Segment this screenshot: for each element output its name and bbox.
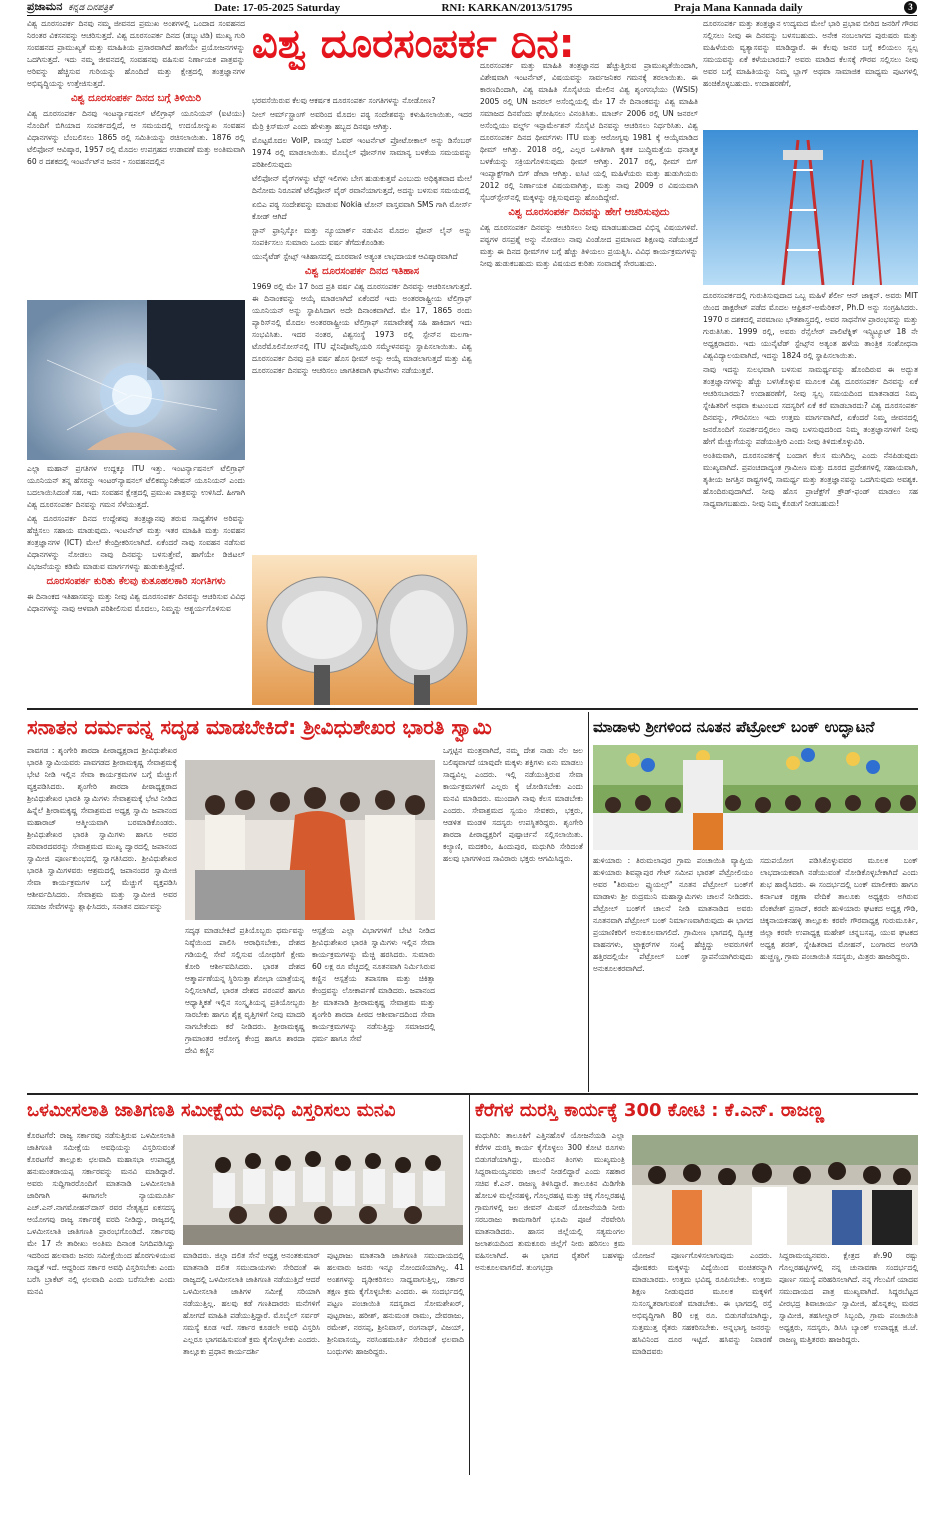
article1-mid-column-a	[252, 95, 472, 550]
paper-title-english: Praja Mana Kannada daily	[673, 1, 803, 14]
article2-column-4	[443, 745, 583, 1090]
article1-themes-para: ದೂರಸಂಪರ್ಕ ಮತ್ತು ಮಾಹಿತಿ ತಂತ್ರಜ್ಞಾನದ ಹೆಚ್ಚುತ್ತಿರುವ ಪ್ರಾಮುಖ್ಯತೆಯಿಂದಾಗಿ, ವಿಶೇಷವಾಗಿ ಇಂಟರ್ನೆಟ್, ವಿಷಯವನ್ನು ಸಾರ್ವಜನಿಕರ ಗಮನಕ್ಕೆ ತರಲಾಯಿತು. ಈ ಕಾರಣದಿಂದಾಗಿ, ವಿಶ್ವ ಮಾಹಿತಿ ಸೊಸೈಟಿಯ ಮೇಲಿನ ವಿಶ್ವ ಶೃಂಗಸಭೆಯು (WSIS) 2005 ರಲ್ಲಿ UN ಜನರಲ್ ಅಸೆಂಬ್ಲಿಯಲ್ಲಿ ಮೇ 17 ನೇ ದಿನಾಂಕವನ್ನು ವಿಶ್ವ ಮಾಹಿತಿ ಸಮಾಜದ ದಿನವೆಂದು ಘೋಷಿಸಲು ವಿನಂತಿಸಿತು. ಮಾರ್ಚ್ 2006 ರಲ್ಲಿ UN ಜನರಲ್ ಅಸೆಂಬ್ಲಿಯು ವರ್ಲ್ಡ್ ಇನ್ಫಾರ್ಮೇಶನ್ ಸೊಸೈಟಿ ದಿನವನ್ನು ಆಚರಿಸಲು ನಿರ್ಧರಿಸಿತು. ವಿಶ್ವ ದೂರಸಂಪರ್ಕ ದಿನದ ಥೀಮ್‌ಗಳು ITU ಮತ್ತು ಆರೋಗ್ಯವು 1981 ಕ್ಕೆ ಆಯ್ಕೆಮಾಡಿದ ಥೀಮ್ ಆಗಿತ್ತು. 2018 ರಲ್ಲಿ, ಎಲ್ಲರ ಒಳಿತಿಗಾಗಿ ಕೃತಕ ಬುದ್ಧಿಮತ್ತೆಯ ಧನಾತ್ಮಕ ಬಳಕೆಯನ್ನು ಸಕ್ರಿಯಗೊಳಿಸುವುದು ಥೀಮ್ ಆಗಿತ್ತು. 2017 ರಲ್ಲಿ, ಥೀಮ್ ಬಿಗ್ ಇಂಪ್ಯಾಕ್ಟ್‌ಗಾಗಿ ಬಿಗ್ ಡೇಟಾ ಆಗಿತ್ತು. ಐಸಿಟಿ ಯಲ್ಲಿ ಮಹಿಳೆಯರು ಮತ್ತು ಹುಡುಗಿಯರು 2012 ರಲ್ಲಿ ನಿರ್ಣಾಯಕ ವಿಷಯವಾಗಿತ್ತು, ಮತ್ತು ನಾವು 2009 ರ ವಿಷಯವಾಗಿ ಸೈಬರ್‌ಸ್ಪೇಸ್‌ನಲ್ಲಿ ಮಕ್ಕಳನ್ನು ರಕ್ಷಿಸುವುದನ್ನು ಹೊಂದಿದ್ದೇವೆ.	[480, 61, 698, 202]
article1-right-column-lower	[703, 290, 918, 705]
article1-call-friends-para: ನಾವು ಇದನ್ನು ಸುಲಭವಾಗಿ ಬಳಸುವ ಸಾಮರ್ಥ್ಯವನ್ನು ಹೊಂದಿರುವ ಈ ಅದ್ಭುತ ತಂತ್ರಜ್ಞಾನಗಳನ್ನು ಹೆಚ್ಚು ಬಳಸಿಕೊಳ್ಳುವ ಮೂಲಕ ವಿಶ್ವ ದೂರಸಂಪರ್ಕ ದಿನವನ್ನು ಏಕೆ ಆಚರಿಸಬಾರದು? ಉದಾಹರಣೆಗೆ, ನೀವು ಸ್ವಲ್ಪ ಸಮಯದಿಂದ ಮಾತನಾಡದ ನಿಮ್ಮ ಸ್ನೇಹಿತರಿಗೆ ಅಥವಾ ಕುಟುಂಬದ ಸದಸ್ಯರಿಗೆ ಏಕೆ ಕರೆ ಮಾಡಬಾರದು? ವಿಶ್ವ ದೂರಸಂಪರ್ಕ ದಿನವನ್ನು, ಗೌರವಿಸಲು ಇದು ಉತ್ತಮ ಮಾರ್ಗವಾಗಿದೆ, ಏಕೆಂದರೆ ನಿಮ್ಮ ಜೀವನದಲ್ಲಿ ಜನರೊಂದಿಗೆ ಸಂಪರ್ಕದಲ್ಲಿರಲು ನಾವು ಬಳಸುವುದರಿಂದ ನಿಮ್ಮ ತಂತ್ರಜ್ಞಾನಗಳಿಗೆ ನೀವು ಹೇಗೆ ಮೆಚ್ಚುಗೆಯನ್ನು ಪಡೆಯುತ್ತೀರಿ ಎಂದು ನೀವು ತಿಳಿದುಕೊಳ್ಳುವಿರಿ.	[703, 365, 918, 446]
article1-headline: ವಿಶ್ವ ದೂರಸಂಪರ್ಕ ದಿನ:	[252, 21, 575, 67]
article1-closing-para: ಅಂತಿಮವಾಗಿ, ದೂರಸಂಪರ್ಕಕ್ಕೆ ಬಂದಾಗ ಕೆಲಸ ಮುಗಿದಿಲ್ಲ ಎಂದು ನೆನಪಿಡುವುದು ಮುಖ್ಯವಾಗಿದೆ. ಪ್ರಪಂಚದಾದ್ಯಂತ ಗ್ರಾಮೀಣ ಮತ್ತು ದೂರದ ಪ್ರದೇಶಗಳಲ್ಲಿ ಸಹಾಯವಾಗಿ, ತೃತೀಯ ಜಗತ್ತಿನ ರಾಷ್ಟ್ರಗಳಲ್ಲಿ ಸಾಮರ್ಥ್ಯ ಮತ್ತು ತಂತ್ರಜ್ಞಾನವನ್ನು ಒದಗಿಸುವುದು ಅವಶ್ಯಕ. ಹೊಂದಿರುವುದಾಗಿದೆ. ನೀವು ಹೊಸ ಪ್ರಾಜೆಕ್ಟ್‌ಗೆ ಕ್ರೌಡ್-ಫಂಡ್ ಮಾಡಲು ಸಹ ಸಾಧ್ಯವಾಗಬಹುದು. ನೀವು ನಿಮ್ಮ ಕೊಡುಗೆ ನೀಡಬಹುದು!	[703, 451, 918, 508]
article1-left-column-lower	[27, 463, 245, 708]
article1-mid-column-b	[480, 60, 698, 705]
article2-column-1	[27, 745, 177, 1090]
article1-subhead-history: ವಿಶ್ವ ದೂರಸಂಪರ್ಕ ದಿನದ ಇತಿಹಾಸ	[304, 266, 420, 277]
article3-body-1: ಹುಳಿಯಾರು : ತಿರುಮಲಾಪುರ ಗ್ರಾಮ ಪಂಚಾಯಿತಿ ವ್ಯಾಪ್ತಿಯ ಹುಳಿಯಾರು ಶಿವಪ್ಲಾಪುರ ಗೇಟ್ ಸಮೀಪ ಭಾರತ್ ಪೆಟ್ರೋಲಿಯಂ ಅವರ "ತಿರುಮಲ ಫ್ಯುಯಲ್ಸ್" ನೂತನ ಪೆಟ್ರೋಲ್ ಬಂಕ್‌ಗೆ ಮಾಡಾಳು ಶ್ರೀ ರುದ್ರಮುನಿ ಮಹಾಸ್ವಾಮಿಗಳು ಚಾಲನೆ ನೀಡಿದರು. ಪೆಟ್ರೋಲ್ ಬಂಕ್‌ಗೆ ಚಾಲನೆ ನೀಡಿ ಮಾತನಾಡಿದ ಅವರು ನೂತನವಾಗಿ ಪೆಟ್ರೋಲ್ ಬಂಕ್ ನಿರ್ಮಾಣವಾಗಿರುವುದು ಈ ಭಾಗದ ಪ್ರಯಾಣಿಕರಿಗೆ ಅನುಕೂಲವಾಗಲಿದೆ. ಗ್ರಾಮೀಣ ಭಾಗದಲ್ಲಿ ದ್ವಿಚಕ್ರ ವಾಹನಗಳು, ಟ್ರ್ಯಾಕ್ಟರ್‌ಗಳ ಸಂಖ್ಯೆ ಹೆಚ್ಚಿದ್ದು ಅವರುಗಳಿಗೆ ಹತ್ತಿರದಲ್ಲಿಯೇ ಪೆಟ್ರೋಲ್ ಬಂಕ್ ಸ್ಥಾಪನೆಯಾಗಿರುವುದು ಅನುಕೂಲಕರವಾಗಿದೆ.	[593, 856, 753, 973]
article1-purpose-para: ವಿಶ್ವ ದೂರಸಂಪರ್ಕ ದಿನದ ಉದ್ದೇಶವು ತಂತ್ರಜ್ಞಾನವು ತರುವ ಸಾಧ್ಯತೆಗಳ ಅರಿವನ್ನು ಹೆಚ್ಚಿಸಲು ಸಹಾಯ ಮಾಡುವುದು. ಇಂಟರ್ನೆಟ್ ಮತ್ತು ಇತರ ಮಾಹಿತಿ ಮತ್ತು ಸಂವಹನ ತಂತ್ರಜ್ಞಾನಗಳ (ICT) ಮೇಲೆ ಕೇಂದ್ರೀಕರಿಸಲಾಗಿದೆ. ಏಕೆಂದರೆ ನಾವು ಸಂವಹನ ನಡೆಸುವ ವಿಧಾನಗಳನ್ನು ನೋಡಲು ನಾವು ದಿನವನ್ನು ಬಳಸುತ್ತೇವೆ, ಹಾಗೆಯೇ ಡಿಜಿಟಲ್ ವಿಭಜನೆಯನ್ನು ಕಡಿಮೆ ಮಾಡುವ ಮಾರ್ಗಗಳನ್ನು ಹುಡುಕುತ್ತಿದ್ದೇವೆ.	[27, 514, 245, 571]
article4-column-3	[327, 1250, 464, 1475]
article1-left-column	[27, 18, 245, 313]
article5-column-2	[632, 1250, 772, 1475]
article1-fact-phoneline: ಸ್ಟಾನ್ ಫ್ರಾನ್ಸಿಸ್ಕೋ ಮತ್ತು ನ್ಯೂಯಾರ್ಕ್ ನಡುವಿನ ಮೊದಲ ಫೋನ್ ಲೈನ್ ಅನ್ನು ಸಂಪರ್ಕಿಸಲು ಸುಮಾರು ಒಂದು ವರ್ಷ ತೆಗೆದುಕೊಂಡಿತು	[252, 226, 472, 247]
article1-fact-nokia: ಏಬಿಎ ಪಠ್ಯ ಸಂದೇಶವನ್ನು ಮಾಡುವ Nokia ಟೋನ್ ವಾಸ್ತವವಾಗಿ SMS ಗಾಗಿ ಮೋರ್ಸ್ ಕೋಡ್ ಆಗಿದೆ	[252, 200, 472, 221]
article1-photo-tech-hand	[27, 300, 245, 460]
article2-body-2: ಸದೃಢ ಮಾಡಬೇಕಿದೆ ಪ್ರತಿಯೊಬ್ಬರು ಧರ್ಮವನ್ನು ನಿಷ್ಠೆಯಿಂದ ಪಾಲಿಸಿ ಆರಾಧಿಸಬೇಕು, ದೇಶದ ಗಡಿಯಲ್ಲಿ ಸೇವೆ ಸಲ್ಲಿಸುವ ಯೋಧರಿಗೆ ಕ್ಷೇಮ ಕೋರಿ ಆರ್ಶೀವದಿಸಿದರು. ಭಾರತ ದೇಶದ ಆತ್ಮಾರ್ಪಣೆಯನ್ನ ಸ್ಥಿರಿಸುತ್ತಾ ಶೋಭಾ ಯಾತ್ರೆಯನ್ನ ನಿಲ್ಲಿಸಲಾಗಿದೆ, ಭಾರತ ದೇಶದ ಪರಂಪರೆ ಹಾಗೂ ಆಧ್ಯಾತ್ಮಿಕತೆ ಇಲ್ಲಿನ ಸಂಸ್ಕೃತಿಯನ್ನ ಪ್ರತಿಯೋಬ್ಬರು ಸಾರಬೇಕು ಹಾಗೂ ಶೈಕ್ಷ ವೃತ್ತಿಗಳಿಗೆ ನೀವು ಮಾದರಿ ನಾಗಬೇಕೆಂದು ಕರೆ ನೀಡಿದರು. ಶ್ರೀರಾಮಕೃಷ್ಣ ಗ್ರಾಮಾಂತರ ಆರೋಗ್ಯ ಕೇಂದ್ರ ಹಾಗೂ ಶಾರದಾ ದೇವಿ ಕಣ್ಣಿನ	[185, 926, 305, 1055]
article1-about-para: ವಿಶ್ವ ದೂರಸಂಪರ್ಕ ದಿನವು ಇಂಟರ್ನ್ಯಾಷನಲ್ ಟೆಲಿಗ್ರಾಫ್ ಯೂನಿಯನ್ (ಐಟಿಯು) ನೊಂದಿಗೆ ಬಿಗಿಯಾದ ಸಂಪರ್ಕದಲ್ಲಿದೆ, ಆ ಸಮಯದಲ್ಲಿ ಉದಯೋನ್ಮುಖ ಸಂವಹನ ವಿಧಾನಗಳನ್ನು ಬೆಂಬಲಿಸಲು 1865 ರಲ್ಲಿ ಸಮಿತಿಯನ್ನು ರಚಿಸಲಾಯಿತು. 1876 ರಲ್ಲಿ ಟೆಲಿಫೋನ್ ಆವಿಷ್ಕಾರ, 1957 ರಲ್ಲಿ ಮೊದಲ ಉಪಗ್ರಹದ ಉಡಾವಣೆ ಮತ್ತು ಅಂತಿಮವಾಗಿ 60 ರ ದಶಕದಲ್ಲಿ ಇಂಟರ್ನೆಟ್‌ನ ಜನನ - ಸಂವಹನದಲ್ಲಿನ	[27, 109, 245, 166]
article1-history-para: 1969 ರಲ್ಲಿ ಮೇ 17 ರಿಂದ ಪ್ರತಿ ವರ್ಷ ವಿಶ್ವ ದೂರಸಂಪರ್ಕ ದಿನವನ್ನು ಆಚರಿಸಲಾಗುತ್ತದೆ. ಈ ದಿನಾಂಕವನ್ನು ಆಯ್ಕೆ ಮಾಡಲಾಗಿದೆ ಏಕೆಂದರೆ ಇದು ಅಂತರರಾಷ್ಟ್ರೀಯ ಟೆಲಿಗ್ರಾಫ್ ಯೂನಿಯನ್ ಅನ್ನು ಸ್ಥಾಪಿಸಿದಾಗ ಅದೇ ದಿನಾಂಕವಾಗಿದೆ. ಮೇ 17, 1865 ರಂದು ಪ್ಯಾರಿಸ್‌ನಲ್ಲಿ ಮೊದಲ ಅಂತರರಾಷ್ಟ್ರೀಯ ಟೆಲಿಗ್ರಾಫ್ ಸಮಾವೇಶಕ್ಕೆ ಸಹಿ ಹಾಕಿದಾಗ ಇದು ಸಂಭವಿಸಿತು. ಇದರ ನಂತರ, ವಿಶ್ವಸಂಸ್ಥೆ 1973 ರಲ್ಲಿ ಸ್ಪೇನ್‌ನ ಮಲಗಾ-ಟೊರೆಮೊಲಿನೋಸ್‌ನಲ್ಲಿ ITU ಪ್ಲೆನಿಪೊಟೆನ್ಷಿಯರಿ ಸಮ್ಮೇಳನವನ್ನು ಸ್ಥಾಪಿಸಲಾಯಿತು. ವಿಶ್ವ ದೂರಸಂಪರ್ಕ ದಿನವು ಪ್ರತಿ ವರ್ಷ ಹೊಸ ಥೀಮ್ ಅನ್ನು ಆಯ್ಕೆ ಮಾಡಲಾಗುತ್ತದೆ ಮತ್ತು ವಿಶ್ವ ದೂರಸಂಪರ್ಕ ದಿನವನ್ನು ಆಚರಿಸಲು ಜಾಗತಿಕವಾಗಿ ಘಟನೆಗಳು ನಡೆಯುತ್ತವೆ.	[252, 282, 472, 375]
issue-date: Date: 17-05-2025 Saturday	[214, 1, 341, 14]
article1-subhead-facts: ದೂರಸಂಪರ್ಕ ಕುರಿತು ಕೆಲವು ಕುತೂಹಲಕಾರಿ ಸಂಗತಿಗಳು	[46, 576, 226, 587]
article3-photo-petrol-bunk-opening	[593, 745, 918, 850]
article1-fact-wires: ಟೆಲಿಫೋನ್ ವೈರ್‌ಗಳನ್ನು ಟೆಸ್ಟ್ ಇಲಿಗಳು ಬೇಗ ಹುಡುಕುತ್ತವೆ ಎಂಬುದು ಅಧಿಕೃತವಾದ ಮೇಲೆ ದಿನೋಮ ನಿರೂಪಣೆ ಟೆಲಿಫೋನ್ ವೈರ್ ರವಾನೆಯಾಗುತ್ತದೆ, ಅದನ್ನು ಬಳಸುವ ಸಮಯದಲ್ಲಿ	[252, 174, 472, 195]
article1-facts-lead: ಭರವಸೆಯಿರುವ ಕೆಲವು ಆಕರ್ಷಕ ದೂರಸಂಪರ್ಕ ಸಂಗತಿಗಳನ್ನು ನೋಡೋಣ?	[252, 96, 436, 105]
article2-headline: ಸನಾತನ ದರ್ಮವನ್ನ ಸದೃಡ ಮಾಡಬೇಕಿದೆ: ಶ್ರೀವಿಧುಶೇಖರ ಭಾರತಿ ಸ್ವಾಮಿ	[27, 715, 492, 739]
article2-body-3: ಆಸ್ಪತ್ರೆಯ ಎಲ್ಲಾ ವಿಭಾಗಗಳಿಗೆ ಬೇಟಿ ನೀಡಿದ ಶ್ರೀವಿಧುಶೇಖರ ಭಾರತಿ ಸ್ವಾಮಿಗಳು ಇಲ್ಲಿನ ಸೇವಾ ಕಾರ್ಯಕ್ರಮಗಳನ್ನು ಮೆಚ್ಚಿ ಹರಸಿದರು. ಸುಮಾರು 60 ಲಕ್ಷ ರೂ ವೆಚ್ಚದಲ್ಲಿ ನೂತನವಾಗಿ ನಿರ್ಮಿಸಿರುವ ಕಣ್ಣಿನ ಆಸ್ಪತ್ರೆಯ ತಪಾಸಣಾ ಮತ್ತು ಚಿಕಿತ್ಸಾ ಕೇಂದ್ರವನ್ನು ಲೋಕಾರ್ಪಣೆ ಮಾಡಿದರು. ಜಪಾನಂದ ಶ್ರೀ ಮಾತನಾಡಿ ಶ್ರೀರಾಮಕೃಷ್ಣ ಸೇವಾಶ್ರಮ ಮತ್ತು ಶೃಂಗೇರಿ ಶಾರದಾ ಪೀಠದ ಆಶೀರ್ವಾದದಿಂದ ಸೇವಾ ಕಾರ್ಯಕ್ರಮಗಳನ್ನು ನಡೆಸುತ್ತಿದ್ದು ಸಮಾಜದಲ್ಲಿ ಧರ್ಮ ಹಾಗೂ ಸೇವೆ	[312, 926, 435, 1043]
article1-honor-para: ದೂರಸಂಪರ್ಕ ಮತ್ತು ತಂತ್ರಜ್ಞಾನ ಉದ್ಯಮದ ಮೇಲೆ ಭಾರಿ ಪ್ರಭಾವ ಬೀರಿದ ಜನರಿಗೆ ಗೌರವ ಸಲ್ಲಿಸಲು ನೀವು ಈ ದಿನವನ್ನು ಬಳಸಬಹುದು. ಅನೇಕ ನಂಬಲಾಗದ ಪುರುಷರು ಮತ್ತು ಮಹಿಳೆಯರು ವ್ಯತ್ಯಾಸವನ್ನು ಮಾಡಿದ್ದಾರೆ. ಈ ಕೆಲವು ಜನರ ಬಗ್ಗೆ ಕಲಿಯಲು ಸ್ವಲ್ಪ ಸಮಯವನ್ನು ಏಕೆ ಕಳೆಯಬಾರದು? ಅವರು ಮಾಡಿದ ಕೆಲಸಕ್ಕೆ ಗೌರವ ಸಲ್ಲಿಸಲು ನೀವು ಅವರ ಬಗ್ಗೆ ಮಾಹಿತಿಯನ್ನು ನಿಮ್ಮ ಬ್ಲಾಗ್ ಅಥವಾ ಸಾಮಾಜಿಕ ಮಾಧ್ಯಮ ಪುಟಗಳಲ್ಲಿ ಹಂಚಿಕೊಳ್ಳಬಹುದು. ಉದಾಹರಣೆಗೆ,	[703, 19, 918, 88]
article2-body-1: ಪಾವಗಡ : ಶೃಂಗೇರಿ ಶಾರದಾ ಪೀಠಾಧ್ಯಕ್ಷರಾದ ಶ್ರೀವಿಧುಶೇಖರ ಭಾರತಿ ಸ್ವಾಮಿಯವರು ಪಾವಗಡದ ಶ್ರೀರಾಮಕೃಷ್ಣ ಸೇವಾಶ್ರಮಕ್ಕೆ ಭೇಟಿ ನೀಡಿ ಇಲ್ಲಿನ ಸೇವಾ ಕಾರ್ಯಕ್ರಮಗಳ ಬಗ್ಗೆ ಮೆಚ್ಚುಗೆ ವ್ಯಕ್ತಪಡಿಸಿದರು. ಶೃಂಗೇರಿ ಶಾರದಾ ಪೀಠಾಧ್ಯಕ್ಷರಾದ ಶ್ರೀವಿಧುಶೇಖರ ಭಾರತಿ ಸ್ವಾಮಿಗಳು ಸೇವಾಶ್ರಮಕ್ಕೆ ಭೇಟಿ ನೀಡಿದ ಹಿನ್ನೆಲೆ ಶ್ರೀರಾಮಕೃಷ್ಣ ಸೇವಾಶ್ರಮದ ಅಧ್ಯಕ್ಷ ಸ್ವಾಮಿ ಜಪಾನಂದ ಮಹಾರಾಜ್ ಆತ್ಮೀಯವಾಗಿ ಬರಮಾಡಿಕೊಂಡರು. ಶ್ರೀವಿಧುಶೇಖರ ಭಾರತಿ ಸ್ವಾಮಿಗಳು ಹಾಗೂ ಅವರ ಪರಿವಾರದವರನ್ನು ಸೇವಾಶ್ರಮದ ಮುಖ್ಯ ದ್ವಾರದಲ್ಲಿ ಜಪಾನಂದ ಸ್ವಾಮೀಜಿ ಪೂರ್ಣಕುಂಭದಲ್ಲಿ ಸ್ವಾಗತಿಸಿದರು. ಶ್ರೀವಿಧುಶೇಖರ ಭಾರತಿ ಸ್ವಾಮಿಗಳವರು ಆಶ್ರಮದಲ್ಲಿ ಜಪಾನಂದರ ಸ್ವಾಮೀಜಿ ಸೇವಾ ಕಾರ್ಯಕ್ರಮಗಳ ಬಗ್ಗೆ ಮೆಚ್ಚುಗೆ ವ್ಯಕ್ತಪಡಿಸಿ ಆಶೀರ್ವದಿಸಿದರು. ಸೇವಾಶ್ರಮ ಮತ್ತು ಸ್ವಾಮೀಜಿ ಅವರ ಸಮಾಜ ಸೇವೆಗಳನ್ನು ಶ್ಲಾಘಿಸಿದರು, ಸನಾತನ ದರ್ಮವನ್ನು	[27, 746, 177, 911]
article1-photo-satellite-dishes	[252, 555, 477, 705]
article3-body-2: ಸದುಪಯೋಗ ಪಡಿಸಿಕೊಳ್ಳುವವರ ಮೂಲಕ ಬಂಕ್ ಲಾಭದಾಯಕವಾಗಿ ನಡೆಯುವಂತೆ ನೋಡಿಕೊಳ್ಳಬೇಕಾಗಿದೆ ಎಂದು ಶುಭ ಹಾರೈಸಿದರು. ಈ ಸಂದರ್ಭದಲ್ಲಿ ಬಂಕ್ ಮಾಲೀಕರು ಹಾಗೂ ಕರ್ನಾಟಕ ರಕ್ಷಣಾ ವೇದಿಕೆ ತಾಲೂಕು ಅಧ್ಯಕ್ಷರು ಅಗಿರುವ ವೆಂಕಟೇಶ್ ಪ್ರಸಾದ್, ಕರವೇ ಹುಳಿಯಾರು ಘಟಕದ ಅಧ್ಯಕ್ಷ ಗೌಡಿ, ಚಿಕ್ಕನಾಯಕನಹಳ್ಳಿ ತಾಲ್ಲೂಕು ಕರವೇ ಗೌರವಾಧ್ಯಕ್ಷ ಗುರುಮೂರ್ತಿ, ಜಿಲ್ಲಾ ಕರವೇ ಉಪಾಧ್ಯಕ್ಷ ಮಹೇಶ್ ಚನ್ನಬಸಪ್ಪ, ಯುವ ಘಟಕದ ಅಧ್ಯಕ್ಷ ಶರತ್, ಸ್ನೇಹಿತರಾದ ಮೋಹನ್, ಬಂಗಾರದ ಅಂಗಡಿ ಹುಚ್ಚಣ್ಣ, ಗ್ರಾಮ ಪಂಚಾಯಿತಿ ಸದಸ್ಯರು, ಮಿತ್ರರು ಹಾಜರಿದ್ದರು.	[760, 856, 918, 961]
article1-right-column	[703, 18, 918, 128]
article1-itu-para: ಎಲ್ಲಾ ಮಹಾನ್ ಪ್ರಗತಿಗಳ ಉದ್ದಕ್ಕೂ ITU ಇತ್ತು. ಇಂಟರ್ನ್ಯಾಷನಲ್ ಟೆಲಿಗ್ರಾಫ್ ಯೂನಿಯನ್ ತನ್ನ ಹೆಸರನ್ನು ಇಂಟರ್‌ನ್ಯಾಷನಲ್ ಟೆಲಿಕಮ್ಯುನಿಕೇಷನ್ ಯೂನಿಯನ್ ಎಂದು ಬದಲಾಯಿಸಿದಂತೆ ಸಹ, ಇದು ಸಂವಹನ ಕ್ಷೇತ್ರದಲ್ಲಿ ಪ್ರಮುಖ ಪಾತ್ರವನ್ನು ಉಳಿಸಿದೆ. ಹೀಗಾಗಿ ವಿಶ್ವ ದೂರಸಂಪರ್ಕ ದಿನವನ್ನು ಗಮನ ಸೆಳೆಯುತ್ತದೆ.	[27, 464, 245, 509]
brand	[27, 1, 113, 14]
column-divider-2	[588, 712, 589, 1092]
article3-headline: ಮಾಡಾಳು ಶ್ರೀಗಳಿಂದ ನೂತನ ಪೆಟ್ರೋಲ್ ಬಂಕ್ ಉದ್ಘಾಟನೆ	[593, 718, 875, 736]
article5-column-3	[779, 1250, 918, 1475]
article5-body-3: ಸಿದ್ದರಾಮಯ್ಯನವರು. ಕ್ಷೇತ್ರದ ಶೇ.90 ರಷ್ಟು ಗೊಲ್ಲರಹಟ್ಟಿಗಳಲ್ಲಿ ನನ್ನ ಚುನಾವಣಾ ಸಂದರ್ಭದಲ್ಲಿ ಪೂರ್ಣ ಸಮಸ್ಯೆ ಪರಿಹರಿಸಲಾಗಿದೆ. ನನ್ನ ಗೆಲುವಿಗೆ ಯಾದವ ಸಮುದಾಯದ ಪಾತ್ರ ಮುಖ್ಯವಾಗಿದೆ. ಸಿದ್ದರಬೆಟ್ಟದ ವೀರಭದ್ರ ಶಿವಾಚಾರ್ಯ ಸ್ವಾಮೀಜಿ, ಹೊನ್ನಕಲ್ಲ ಮಠದ ಸ್ವಾಮೀಜಿ, ತಹಸೀಲ್ದಾರ್ ಸಿಬ್ಬಂದಿ, ಗ್ರಾಮ ಪಂಚಾಯಿತಿ ಅಧ್ಯಕ್ಷರು, ಸದಸ್ಯರು, ಡಿಸಿಸಿ ಬ್ಯಾಂಕ್ ಉಪಾಧ್ಯಕ್ಷ ಜಿ.ಜೆ. ರಾಜಣ್ಣ ಮತ್ತಿತರರು ಹಾಜರಿದ್ದರು.	[779, 1251, 918, 1344]
article1-celebrate-para: ವಿಶ್ವ ದೂರಸಂಪರ್ಕ ದಿನವನ್ನು ಆಚರಿಸಲು ನೀವು ಮಾಡಬಹುದಾದ ವಿಭಿನ್ನ ವಿಷಯಗಳಿವೆ. ಪಠ್ಯಗಳ ರಸಪ್ರಶ್ನೆ ಅನ್ನು ನೋಡಲು ನಾವು ವಿಂಡೋದ ಪ್ರಮಾಣದ ಶಿಕ್ಷಣವು ನಡೆಯುತ್ತದೆ ಮತ್ತು ಈ ದಿನದ ಥೀಮ್‌ಗಳ ಬಗ್ಗೆ ಹೆಚ್ಚು ತಿಳಿಯಲು ಪ್ರಯತ್ನಿಸಿ. ವಿವಿಧ ಕಾರ್ಯಕ್ರಮಗಳನ್ನು ನೀವು ಹುಡುಕಬಹುದು ಮತ್ತು ವಿಷಯದ ಕುರಿತು ಸಂವಾದಕ್ಕೆ ಸೇರಬಹುದು.	[480, 223, 698, 268]
article1-fact-voip: ಮೊಟ್ಟಮೊದಲ VoIP, ವಾಯ್ಸ್ ಓವರ್ ಇಂಟರ್ನೆಟ್ ಪ್ರೋಟೋಕಾಲ್ ಅನ್ನು ಡಿಸೆಂಬರ್ 1974 ರಲ್ಲಿ ಮಾಡಲಾಯಿತು. ಮೊಬೈಲ್ ಫೋನ್‌ಗಳ ಸಾಮಾನ್ಯ ಬಳಕೆಯ ಸಮಯವನ್ನು ಪರಿಶೀಲಿಸುವುದು	[252, 136, 472, 169]
article3-column-1	[593, 855, 753, 1090]
article5-body-1: ಮಧುಗಿರಿ: ತಾಲೂಕಿಗೆ ಎತ್ತಿನಹೊಳೆ ಯೋಜನೆಯಡಿ ಎಲ್ಲಾ ಕೆರೆಗಳ ದುರಸ್ತಿ ಕಾರ್ಯ ಕೈಗೊಳ್ಳಲು 300 ಕೋಟಿ ರೂಗಳು ಬಿಡುಗಡೆಯಾಗಿದ್ದು, ಮುಂದಿನ ತಿಂಗಳು ಮುಖ್ಯಮಂತ್ರಿ ಸಿದ್ದರಾಮಯ್ಯನವರು ಚಾಲನೆ ನೀಡಲಿದ್ದಾರೆ ಎಂದು ಸಹಕಾರ ಸಚಿವ ಕೆ.ಎನ್. ರಾಜಣ್ಣ ತಿಳಿಸಿದ್ದಾರೆ. ತಾಲೂಕಿನ ಮಿಡಿಗೇಶಿ ಹೋಬಳಿ ಮಲ್ಲೇನಹಳ್ಳಿ, ಗೊಲ್ಲರಹಟ್ಟಿ ಮತ್ತು ಚಿಕ್ಕ ಗೊಲ್ಲರಹಟ್ಟಿ ಗ್ರಾಮಗಳಲ್ಲಿ ಜಲ ಜೀವನ್ ಮಿಷನ್ ಯೋಜನೆಯಡಿ ನೀರು ಸರಬರಾಜು ಕಾಮಗಾರಿಗೆ ಭೂಮಿ ಪೂಜೆ ನೆರವೇರಿಸಿ ಮಾತನಾಡಿದರು. ಹಾಸನ ಜಿಲ್ಲೆಯಲ್ಲಿ ಸತ್ಯಮಂಗಲ ಜಲಾಶಯದಿಂದ ತುಮಕೂರು ಜಿಲ್ಲೆಗೆ ನೀರು ಹರಿಸಲು ಕ್ರಮ ವಹಿಸಲಾಗಿದೆ. ಈ ಭಾಗದ ರೈತರಿಗೆ ಬಹಳಷ್ಟು ಅನುಕೂಲವಾಗಲಿದೆ. ತುಂಗಭದ್ರಾ	[475, 1131, 625, 1272]
article4-headline: ಒಳಮೀಸಲಾತಿ ಜಾತಿಗಣತಿ ಸಮೀಕ್ಷೆಯ ಅವಧಿ ವಿಸ್ತರಿಸಲು ಮನವಿ	[27, 1100, 396, 1121]
article4-body-3: ಪುಟ್ಟರಾಜು ಮಾತನಾಡಿ ಜಾತಿಗಣತಿ ಸಮುದಾಯದಲ್ಲಿ ಹಲವಾರು ಜನರು ಇನ್ನೂ ನೋಂದಣಿಯಾಗಿಲ್ಲ. 41 ಅಂಶಗಳನ್ನು ದೃಢೀಕರಿಸಲು ಸಾಧ್ಯವಾಗುತ್ತಿಲ್ಲ, ಸರ್ಕಾರ ತಕ್ಷಣ ಕ್ರಮ ಕೈಗೊಳ್ಳಬೇಕು ಎಂದರು. ಈ ಸಂದರ್ಭದಲ್ಲಿ ಪಟ್ಟಣ ಪಂಚಾಯಿತಿ ಸದಸ್ಯರಾದ ಸೋಮಶೇಖರ್, ಪುಟ್ಟರಾಜು, ಹರೀಶ್, ಹನುಮಂತ ರಾಮು, ದೇವರಾಜು, ರಮೇಶ್, ನರಸಪ್ಪ, ಶ್ರೀನಿವಾಸ್, ರಂಗನಾಥ್, ವಿಜಯ್, ಶ್ರೀನಿವಾಸಯ್ಯ, ನರಸಿಂಹಮೂರ್ತಿ ಸೇರಿದಂತೆ ಛಲವಾದಿ ಬಂಧುಗಳು ಹಾಜರಿದ್ದರು.	[327, 1251, 464, 1356]
article2-column-2	[185, 925, 305, 1090]
article1-fact-sms: ನೀಲ್ ಆರ್ಮ್‌ಸ್ಟ್ರಾಂಗ್ ಅವರಿಂದ ಮೊದಲ ಪಠ್ಯ ಸಂದೇಶವನ್ನು ಕಳುಹಿಸಲಾಯಿತು, ಇದರ ಮೆರ್ರಿ ಕ್ರಿಸ್‌ಮಸ್ ಎಂದು ಹೇಳುತ್ತಾ ಹಬ್ಬದ ದಿನವೂ ಆಗಿತ್ತು.	[252, 110, 472, 131]
article4-body-2: ಮಾಡಿದರು. ಜಿಲ್ಲಾ ದಲಿತ ಸೇನೆ ಅಧ್ಯಕ್ಷ ಅನಂತಕುಮಾರ್ ಮಾತನಾಡಿ ದಲಿತ ಸಮುದಾಯಗಳು ಸೇರಿದಂತೆ ಈ ರಾಜ್ಯದಲ್ಲಿ ಒಳಮೀಸಲಾತಿ ಜಾತಿಗಣತಿ ನಡೆಯುತ್ತಿದೆ ಆದರೆ ಒಳಮೀಸಲಾತಿ ಜಾತಿಗಳ ಸಮೀಕ್ಷೆ ಸರಿಯಾಗಿ ನಡೆಯುತ್ತಿಲ್ಲ. ಹಲವು ಕಡೆ ಗಣತಿದಾರರು ಮನೆಗಳಿಗೆ ಹೋಗದೆ ಮಾಹಿತಿ ಪಡೆಯುತ್ತಿದ್ದಾರೆ. ಮೊಬೈಲ್ ಸರ್ವರ್ ಸಮಸ್ಯೆ ಕೂಡ ಇದೆ. ಸರ್ಕಾರ ಕೂಡಲೇ ಅವಧಿ ವಿಸ್ತರಿಸಿ ಎಲ್ಲರೂ ಭಾಗವಹಿಸುವಂತೆ ಕ್ರಮ ಕೈಗೊಳ್ಳಬೇಕು ಎಂದರು. ತಾಲ್ಲೂಕು ಪ್ರಧಾನ ಕಾರ್ಯದರ್ಶಿ	[183, 1251, 320, 1356]
article2-body-4: ಒಗ್ಗಟ್ಟಿನ ಮಂತ್ರವಾಗಿದೆ, ನಮ್ಮ ದೇಶ ನಾಡು ನೆಲ ಜಲ ಬಲಿಷ್ಠವಾಗದೆ ಯಾವುದೇ ಮಕ್ಕಳು ಶಕ್ತಿಗಳು ಏನು ಮಾಡಲು ಸಾಧ್ಯವಿಲ್ಲ ಎಂದರು. ಇಲ್ಲಿ ನಡೆಯುತ್ತಿರುವ ಸೇವಾ ಕಾರ್ಯಕ್ರಮಗಳಿಗೆ ಎಲ್ಲರು ಕೈ ಜೋಡಿಸಬೇಕು ಎಂದು ಮನವಿ ಮಾಡಿದರು. ಮುಂದಾಗಿ ನಾವು ಕೆಲಸ ಮಾಡಬೇಕು ಎಂದರು. ಸೇವಾಶ್ರಮದ ಸ್ವಯಂ ಸೇವಕರು, ಭಕ್ತರು, ಆಡಳಿತ ಮಂಡಳಿ ಸದಸ್ಯರು ಉಪಸ್ಥಿತರಿದ್ದರು. ಶೃಂಗೇರಿ ಶಾರದಾ ಪೀಠಾಧ್ಯಕ್ಷರಿಗೆ ಪುಷ್ಪಾರ್ಚನೆ ಸಲ್ಲಿಸಲಾಯಿತು. ಕಲ್ಯಾಣಿ, ಮದಕರಿಂ, ಹಿಂದುಪುರ, ಮಧುಗಿರಿ ಸೇರಿದಂತೆ ಹಲವು ಭಾಗಗಳಿಂದ ಸಾವಿರಾರು ಭಕ್ತರು ಆಗಮಿಸಿದ್ದರು.	[443, 746, 583, 863]
masthead	[27, 0, 917, 16]
article4-column-2	[183, 1250, 320, 1475]
article1-facts-intro: ಈ ದಿನಾಂಕದ ಇತಿಹಾಸವನ್ನು ಮತ್ತು ನೀವು ವಿಶ್ವ ದೂರಸಂಪರ್ಕ ದಿನವನ್ನು ಆಚರಿಸುವ ವಿವಿಧ ವಿಧಾನಗಳನ್ನು ನಾವು ಆಳವಾಗಿ ಪರಿಶೀಲಿಸುವ ಮೊದಲು, ನಿಮ್ಮನ್ನು ಆಶ್ಚರ್ಯಗೊಳಿಸುವ	[27, 592, 245, 613]
article1-photo-telecom-tower	[703, 130, 918, 285]
brand-name: ಪ್ರಜಾಮನ	[27, 1, 63, 13]
article1-jackson-para: ದೂರಸಂಪರ್ಕದಲ್ಲಿ ಗುರುತಿಸುವುದಾದ ಒಬ್ಬ ಮಹಿಳೆ ಶೆರ್ಲೀ ಆನ್ ಜಾಕ್ಸನ್. ಅವರು MIT ಯಿಂದ ಡಾಕ್ಟರೇಟ್ ಪಡೆದ ಮೊದಲ ಆಫ್ರಿಕನ್-ಅಮೆರಿಕನ್, Ph.D ಅನ್ನು ಸಂಗ್ರಹಿಸಿದರು. 1970 ರ ದಶಕದಲ್ಲಿ ಪರಮಾಣು ಭೌತಶಾಸ್ತ್ರದಲ್ಲಿ. ಅವರ ಸಾಧನೆಗಳ ಪ್ರಾರಂಭವನ್ನು ಮತ್ತು ಗುರುತಿಸಿತು. 1999 ರಲ್ಲಿ, ಅವರು ರೆನ್ಸೆಲೇರ್ ಪಾಲಿಟೆಕ್ನಿಕ್ ಇನ್ಸ್ಟಿಟ್ಯೂಟ್ 18 ನೇ ಅಧ್ಯಕ್ಷರಾದರು. ಇದು ಯುನೈಟೆಡ್ ಸ್ಟೇಟ್ಸ್‌ನ ಅತ್ಯಂತ ಹಳೆಯ ತಾಂತ್ರಿಕ ಸಂಶೋಧನಾ ವಿಶ್ವವಿದ್ಯಾಲಯವಾಗಿದೆ, ಇದನ್ನು 1824 ರಲ್ಲಿ ಸ್ಥಾಪಿಸಲಾಯಿತು.	[703, 291, 918, 360]
article4-body-1: ಕೊರಟಗೆರೆ: ರಾಜ್ಯ ಸರ್ಕಾರವು ನಡೆಸುತ್ತಿರುವ ಒಳಮೀಸಲಾತಿ ಜಾತಿಗಣತಿ ಸಮೀಕ್ಷೆಯ ಅವಧಿಯನ್ನು ವಿಸ್ತರಿಸುವಂತೆ ಕೊರಟಗೆರೆ ತಾಲ್ಲೂಕು ಛಲವಾದಿ ಮಹಾಸಭಾ ಉಪಾಧ್ಯಕ್ಷ ಹನುಮಂತರಾಯಪ್ಪ ಸರ್ಕಾರವನ್ನು ಮನವಿ ಮಾಡಿದ್ದಾರೆ. ಅವರು ಸುದ್ದಿಗಾರರೊಂದಿಗೆ ಮಾತನಾಡಿ ಒಳಮೀಸಲಾತಿ ಜಾರಿಗಾಗಿ ಈಗಾಗಲೇ ನ್ಯಾಯಮೂರ್ತಿ ಎಚ್.ಎನ್.ನಾಗಮೋಹನ್‌ದಾಸ್ ರವರ ನೇತೃತ್ವದ ಏಕಸದಸ್ಯ ಆಯೋಗವು ರಾಜ್ಯ ಸರ್ಕಾರಕ್ಕೆ ವರದಿ ನೀಡಿದ್ದು, ರಾಜ್ಯದಲ್ಲಿ ಒಳಮೀಸಲಾತಿ ಜಾತಿಗಣತಿ ಪ್ರಾರಂಭಗೊಂಡಿದೆ. ಸರ್ಕಾರವು ಮೇ 17 ನೇ ತಾರೀಖು ಅಂತಿಮ ದಿನಾಂಕ ನಿಗದಿಪಡಿಸಿದ್ದು ಇದರಿಂದ ಹಲವಾರು ಜನರು ಸಮೀಕ್ಷೆಯಿಂದ ಹೊರಗುಳಿಯುವ ಸಾಧ್ಯತೆ ಇದೆ. ಆದ್ದರಿಂದ ಸರ್ಕಾರ ಅವಧಿ ವಿಸ್ತರಿಸಬೇಕು ಎಂದು ಬರೆಸಿ ಬ್ರಾಕೆಟ್ ನಲ್ಲಿ ಛಲವಾದಿ ಎಂದು ಬರೆಸಬೇಕು ಎಂದು ಮನವಿ	[27, 1131, 175, 1296]
article5-headline: ಕೆರೆಗಳ ದುರಸ್ತಿ ಕಾರ್ಯಕ್ಕೆ 300 ಕೋಟಿ : ಕೆ.ಎನ್. ರಾಜಣ್ಣ	[475, 1100, 825, 1121]
column-divider-3	[469, 1095, 470, 1475]
page-number: 3	[904, 1, 917, 14]
article3-column-2	[760, 855, 918, 1090]
article1-fact-profitable: ಯುನೈಟೆಡ್ ಸ್ಟೇಟ್ಸ್ ಇತಿಹಾಸದಲ್ಲಿ ದೂರವಾಣಿ ಅತ್ಯಂತ ಲಾಭದಾಯಕ ಆವಿಷ್ಕಾರವಾಗಿದೆ	[252, 252, 458, 261]
article2-column-3	[312, 925, 435, 1090]
section-divider-1	[27, 708, 918, 710]
article4-column-1	[27, 1130, 175, 1475]
article2-photo-swamiji-visit	[185, 760, 435, 920]
article4-photo-press-meet	[183, 1135, 463, 1245]
article5-body-2: ಯೋಜನೆ ಪೂರ್ಣಗೊಳಿಸಲಾಗುವುದು ಎಂದರು. ಪೋಷಕರು ಮಕ್ಕಳನ್ನು ವಿದ್ಯೆಯಿಂದ ವಂಚಿತರನ್ನಾಗಿ ಮಾಡಬಾರದು. ಉತ್ತಮ ಭವಿಷ್ಯ ರೂಪಿಸಬೇಕು. ಉತ್ತಮ ಶಿಕ್ಷಣ ನೀಡುವುದರ ಮೂಲಕ ಮಕ್ಕಳಿಗೆ ಸುಸಂಸ್ಕೃತರಾಗುವಂತೆ ಮಾಡಬೇಕು. ಈ ಭಾಗದಲ್ಲಿ ರಸ್ತೆ ಅಭಿವೃದ್ಧಿಗಾಗಿ 80 ಲಕ್ಷ ರೂ. ಬಿಡುಗಡೆಯಾಗಿದ್ದು, ಸುತ್ತಮುತ್ತ ರೈತರು ಸಹಕರಿಸಬೇಕು. ಅನ್ನಭಾಗ್ಯ ಜನರನ್ನು ಹಸಿವಿನಿಂದ ದೂರ ಇಟ್ಟಿದೆ. ಹಸಿವನ್ನು ನಿವಾರಣೆ ಮಾಡಿದವರು	[632, 1251, 772, 1356]
article5-column-1	[475, 1130, 625, 1475]
article1-intro: ವಿಶ್ವ ದೂರಸಂಪರ್ಕ ದಿನವು ನಮ್ಮ ಜೀವನದ ಪ್ರಮುಖ ಅಂಶಗಳಲ್ಲಿ ಒಂದಾದ ಸಂವಹನದ ನಿರಂತರ ವಿಕಸನವನ್ನು ಆಚರಿಸುತ್ತದೆ. ವಿಶ್ವ ದೂರಸಂಪರ್ಕ ದಿನದ (ಡಬ್ಲ್ಯುಟಿಡಿ) ಮುಖ್ಯ ಗುರಿ ಸಂವಹನದ ಪ್ರಾಮುಖ್ಯತೆ ಮತ್ತು ಮಾಹಿತಿಯ ಪ್ರಸಾರವಾಗಿದೆ ಹಾಗೆಯೇ ಪ್ರಯೋಜನಗಳನ್ನು ಒದಗಿಸುತ್ತದೆ. ಇದು ನಮ್ಮ ಜೀವನದಲ್ಲಿ ಸಂವಹನವು ವಹಿಸುವ ನಿರ್ಣಾಯಕ ಪಾತ್ರವನ್ನು ಅರಿವನ್ನು ಹೆಚ್ಚಿಸುವ ಗುರಿಯನ್ನು ಹೊಂದಿದೆ ಮತ್ತು ಕ್ಷೇತ್ರದಲ್ಲಿ ತಂತ್ರಜ್ಞಾನಗಳ ಅಭಿವೃದ್ಧಿಯನ್ನು ಉತ್ತೇಜಿಸುತ್ತದೆ.	[27, 19, 245, 88]
article5-photo-minister-crowd	[632, 1135, 918, 1245]
article1-subhead-celebrate: ವಿಶ್ವ ದೂರಸಂಪರ್ಕ ದಿನವನ್ನು ಹೇಗೆ ಆಚರಿಸುವುದು	[508, 207, 670, 218]
rni-number: RNI: KARKAN/2013/51795	[441, 1, 573, 14]
brand-tagline: ಕನ್ನಡ ದಿನಪತ್ರಿಕೆ	[68, 2, 113, 12]
article1-subhead-about: ವಿಶ್ವ ದೂರಸಂಪರ್ಕ ದಿನದ ಬಗ್ಗೆ ತಿಳಿಯಿರಿ	[70, 93, 201, 104]
